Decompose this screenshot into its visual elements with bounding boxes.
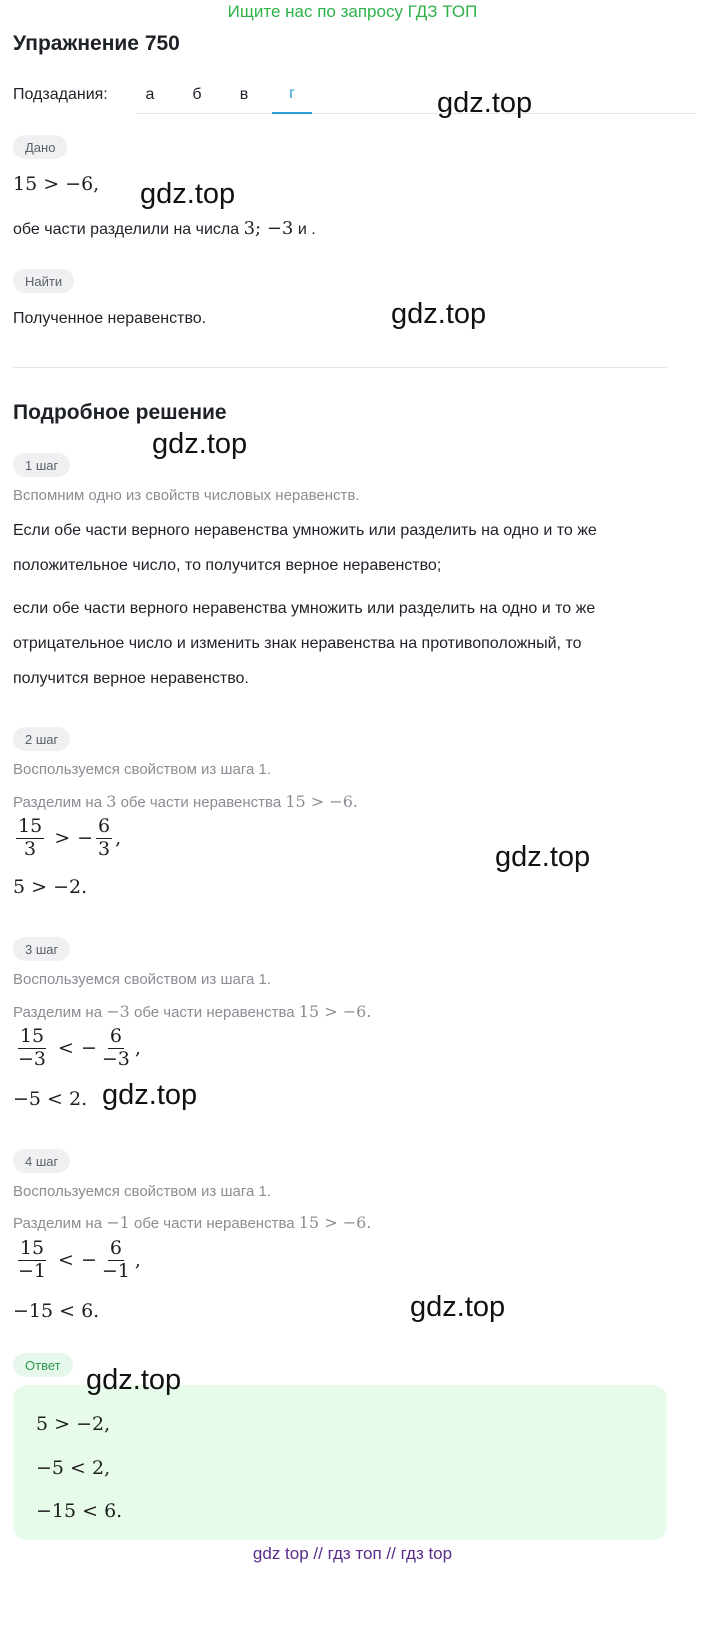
step3-divide [13, 1002, 371, 1021]
step3-frac-right-den: −3 [101, 1047, 130, 1070]
step3-tail: , [134, 1037, 141, 1060]
step3-divide-mid: обе части неравенства [129, 1004, 299, 1021]
step4-divide-ineq: 15 > −6. [298, 1213, 372, 1232]
step2-minus: − [77, 827, 94, 850]
step2-frac-right-num: 6 [98, 815, 111, 837]
given-inequality: 15 > −6, [13, 173, 100, 195]
step4-tail: , [134, 1249, 141, 1272]
step2-frac-right-den: 3 [98, 837, 111, 860]
step2-frac-left-den: 3 [24, 837, 37, 860]
given-condition-suffix: и . [293, 221, 316, 238]
step1-chip: 1 шаг [13, 453, 70, 477]
step2-chip: 2 шаг [13, 727, 70, 751]
step1-line-3: если обе части верного неравенства умножить или разделить на одно и то же [13, 600, 596, 617]
step2-note: Воспользуемся свойством из шага 1. [13, 761, 272, 778]
step1-line-4: отрицательное число и изменить знак неравенства на противоположный, то [13, 635, 582, 652]
step2-divide-prefix: Разделим на [13, 794, 107, 811]
step2-result: 5 > −2. [13, 876, 88, 898]
tab-a[interactable]: а [145, 86, 155, 103]
answer-box [13, 1385, 667, 1540]
answer-line-2: −5 < 2, [36, 1457, 111, 1479]
step3-divide-num: −3 [106, 1002, 130, 1021]
step2-divide [13, 792, 358, 811]
step4-result: −15 < 6. [13, 1300, 100, 1322]
step4-divide-prefix: Разделим на [13, 1215, 107, 1232]
given-chip: Дано [13, 135, 67, 159]
watermark: gdz.top [86, 1364, 182, 1396]
find-chip: Найти [13, 269, 74, 293]
step3-note: Воспользуемся свойством из шага 1. [13, 971, 272, 988]
watermark: gdz.top [391, 298, 487, 330]
tab-v[interactable]: в [239, 86, 249, 103]
solution-title: Подробное решение [13, 401, 227, 424]
page-title: Упражнение 750 [13, 32, 180, 55]
step4-frac-left-den: −1 [18, 1259, 47, 1282]
subtasks-label: Подзадания: [13, 86, 108, 103]
watermark: gdz.top [437, 87, 533, 119]
step4-divide [13, 1213, 371, 1232]
step4-fraction-inequality [13, 1238, 141, 1283]
step2-sign: > [54, 827, 71, 850]
watermark: gdz.top [140, 178, 236, 210]
step4-minus: − [80, 1249, 97, 1272]
step3-sign: < [58, 1037, 74, 1060]
tab-b[interactable]: б [192, 86, 202, 103]
given-condition [13, 218, 316, 239]
step1-note: Вспомним одно из свойств числовых неравенств. [13, 487, 360, 504]
answer-chip: Ответ [13, 1353, 73, 1377]
step4-frac-left [16, 1238, 48, 1283]
step4-divide-mid: обе части неравенства [129, 1215, 299, 1232]
step4-frac-left-num: 15 [19, 1237, 45, 1259]
step3-frac-right-num: 6 [109, 1025, 122, 1047]
step4-divide-num: −1 [106, 1213, 130, 1232]
step2-divide-mid: обе части неравенства [116, 794, 286, 811]
watermark: gdz.top [495, 841, 591, 873]
step4-frac-right-den: −1 [101, 1259, 130, 1282]
step4-chip: 4 шаг [13, 1149, 70, 1173]
step1-line-2: положительное число, то получится верное неравенство; [13, 557, 442, 574]
answer-line-3: −15 < 6. [36, 1500, 123, 1522]
step2-tail: , [115, 827, 122, 850]
step2-fraction-inequality [13, 816, 121, 861]
given-condition-math: 3; −3 [243, 218, 294, 239]
step2-frac-right [96, 816, 112, 861]
find-text: Полученное неравенство. [13, 310, 207, 327]
step4-frac-right-num: 6 [109, 1237, 122, 1259]
step3-frac-left-den: −3 [18, 1047, 47, 1070]
subtask-tabs [136, 76, 696, 114]
step3-divide-prefix: Разделим на [13, 1004, 107, 1021]
step3-result: −5 < 2. [13, 1088, 88, 1110]
step1-line-5: получится верное неравенство. [13, 670, 249, 687]
step2-divide-num: 3 [106, 792, 117, 811]
step2-frac-left [16, 816, 44, 861]
tab-g[interactable]: г [272, 76, 312, 114]
step3-fraction-inequality [13, 1026, 141, 1071]
footer-links[interactable]: gdz top // гдз топ // гдз top [252, 1544, 453, 1563]
step4-frac-right [100, 1238, 132, 1283]
watermark: gdz.top [410, 1291, 506, 1323]
step4-note: Воспользуемся свойством из шага 1. [13, 1183, 272, 1200]
search-hint-banner: Ищите нас по запросу ГДЗ ТОП [227, 2, 478, 21]
step3-chip: 3 шаг [13, 937, 70, 961]
step2-frac-left-num: 15 [18, 815, 43, 837]
given-condition-prefix: обе части разделили на числа [13, 221, 244, 238]
step3-frac-right [100, 1026, 132, 1071]
step3-divide-ineq: 15 > −6. [298, 1002, 372, 1021]
watermark: gdz.top [152, 428, 248, 460]
answer-line-1: 5 > −2, [36, 1413, 111, 1435]
step4-sign: < [58, 1249, 74, 1272]
step3-frac-left [16, 1026, 48, 1071]
step3-frac-left-num: 15 [19, 1025, 45, 1047]
section-divider [13, 367, 667, 368]
step1-line-1: Если обе части верного неравенства умножить или разделить на одно и то же [13, 522, 597, 539]
step2-divide-ineq: 15 > −6. [285, 792, 358, 811]
watermark: gdz.top [102, 1079, 198, 1111]
step3-minus: − [80, 1037, 97, 1060]
